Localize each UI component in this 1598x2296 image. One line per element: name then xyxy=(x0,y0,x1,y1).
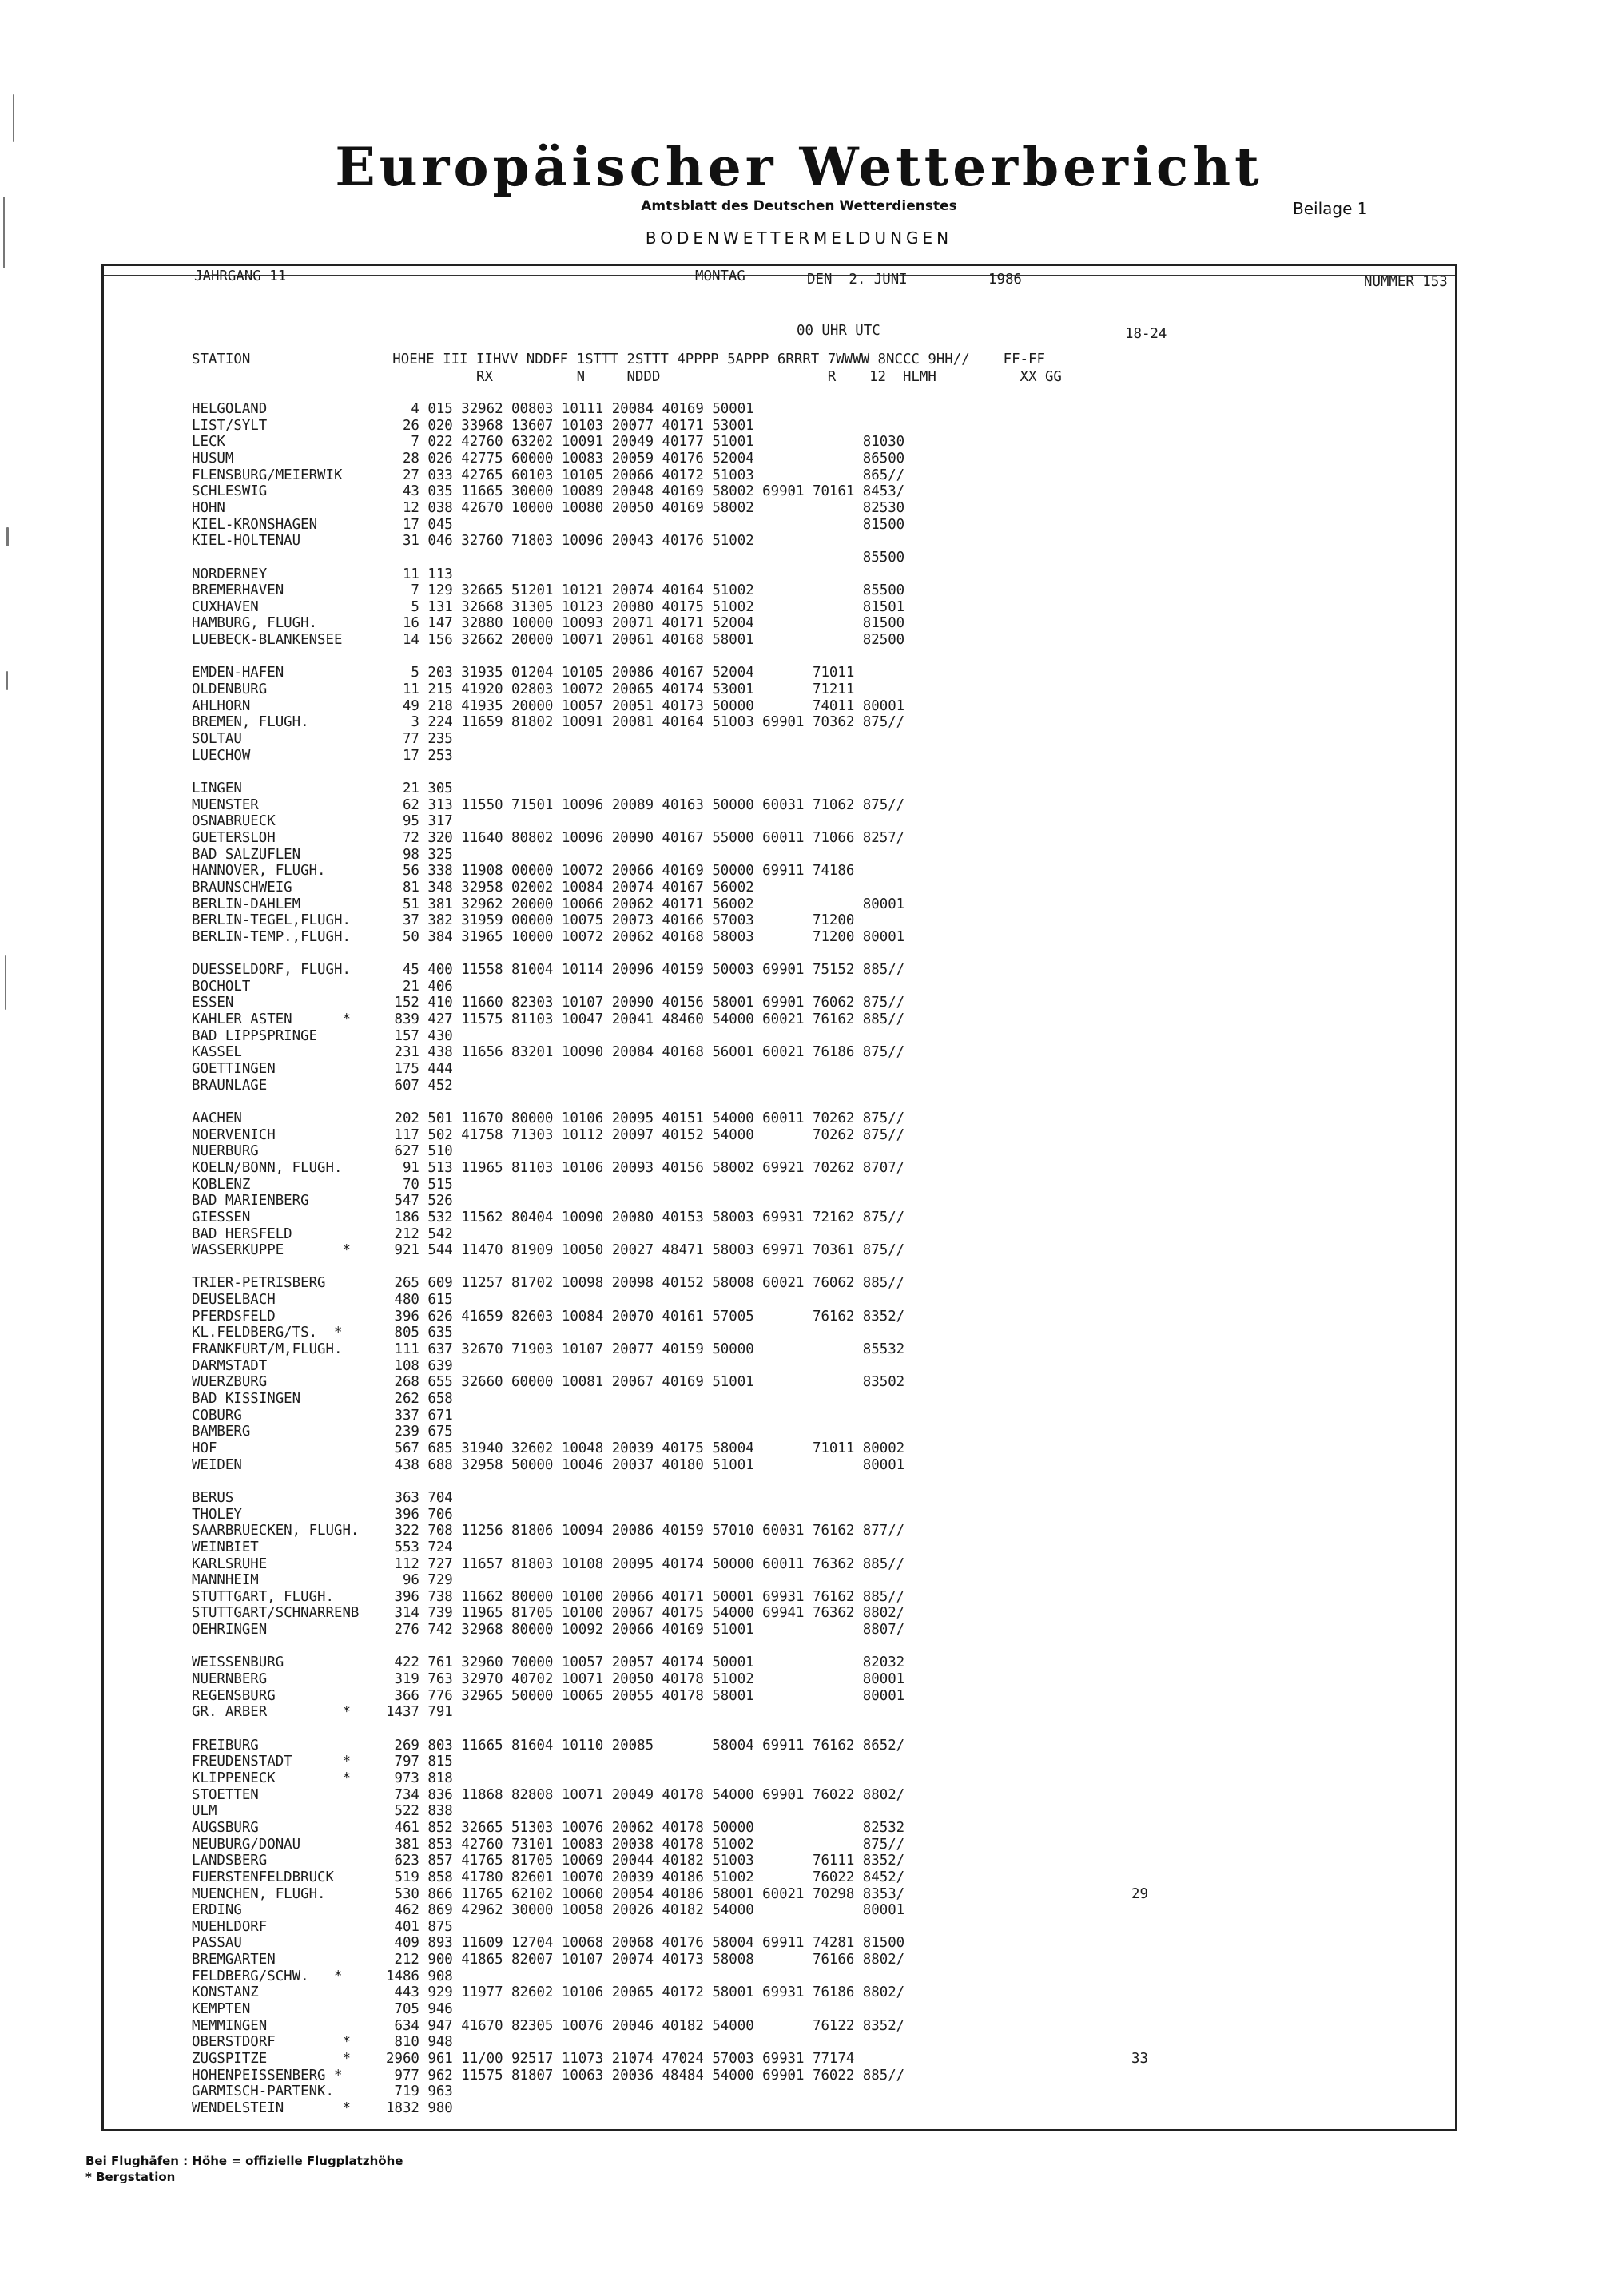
station-data: 186 532 11562 80404 10090 20080 40153 58003 69931 72162 875// xyxy=(386,1210,905,1225)
station-name: PFERDSFELD xyxy=(192,1309,276,1325)
station-name: ESSEN xyxy=(192,995,234,1011)
station-name: BREMEN, FLUGH. xyxy=(192,714,309,730)
date-label: DEN 2. JUNI xyxy=(807,272,908,288)
station-data: 28 026 42775 60000 10083 20059 40176 52004 86500 xyxy=(386,451,905,467)
station-data: 12 038 42670 10000 10080 20050 40169 58002 82530 xyxy=(386,500,905,516)
station-name: BOCHOLT xyxy=(192,979,251,995)
column-header-line1: STATION HOEHE III IIHVV NDDFF 1STTT 2STTT 4PPPP 5APPP 6RRRT 7WWWW 8NCCC 9HH// FF-FF xyxy=(192,352,1045,367)
station-name: KAHLER ASTEN * xyxy=(192,1011,351,1027)
station-data: 43 035 11665 30000 10089 20048 40169 58002 69901 70161 8453/ xyxy=(386,483,905,499)
station-data: 49 218 41935 20000 10057 20051 40173 50000 74011 80001 xyxy=(386,698,905,714)
station-name: KL.FELDBERG/TS. * xyxy=(192,1325,343,1341)
station-name: HAMBURG, FLUGH. xyxy=(192,615,318,631)
station-data: 17 253 xyxy=(386,748,453,764)
station-data: 269 803 11665 81604 10110 20085 58004 69911 76162 8652/ xyxy=(386,1738,905,1754)
station-data: 810 948 xyxy=(386,2034,453,2050)
station-name: DARMSTADT xyxy=(192,1358,268,1374)
station-name: WENDELSTEIN * xyxy=(192,2100,351,2116)
station-name: GIESSEN xyxy=(192,1210,251,1225)
station-name: KASSEL xyxy=(192,1044,242,1060)
station-name: BERLIN-TEMP.,FLUGH. xyxy=(192,929,351,945)
station-data: 805 635 xyxy=(386,1325,453,1341)
station-data: 567 685 31940 32602 10048 20039 40175 58004 71011 80002 xyxy=(386,1440,905,1456)
station-name: WEINBIET xyxy=(192,1539,259,1555)
station-name: HUSUM xyxy=(192,451,234,467)
station-data: 438 688 32958 50000 10046 20037 40180 51001 80001 xyxy=(386,1457,905,1473)
station-data: 839 427 11575 81103 10047 20041 48460 54000 60021 76162 885// xyxy=(386,1011,905,1027)
station-name: LUECHOW xyxy=(192,748,251,764)
station-data: 366 776 32965 50000 10065 20055 40178 58001 80001 xyxy=(386,1688,905,1704)
station-name: LUEBECK-BLANKENSEE xyxy=(192,632,343,648)
station-data: 108 639 xyxy=(386,1358,453,1374)
station-name: SOLTAU xyxy=(192,731,242,747)
station-data: 21 406 xyxy=(386,979,453,995)
station-data: 522 838 xyxy=(386,1803,453,1819)
station-data: 95 317 xyxy=(386,813,453,829)
station-data: 7 022 42760 63202 10091 20049 40177 51001 81030 xyxy=(386,434,905,450)
station-data: 212 900 41865 82007 10107 20074 40173 58008 76166 8802/ xyxy=(386,1952,905,1968)
station-name: MUEHLDORF xyxy=(192,1919,268,1935)
station-name: MANNHEIM xyxy=(192,1572,259,1588)
station-name: WUERZBURG xyxy=(192,1374,268,1390)
station-name: BREMERHAVEN xyxy=(192,582,284,598)
station-data: 50 384 31965 10000 10072 20062 40168 58003 71200 80001 xyxy=(386,929,905,945)
station-name: TRIER-PETRISBERG xyxy=(192,1275,326,1291)
station-data: 734 836 11868 82808 10071 20049 40178 54000 69901 76022 8802/ xyxy=(386,1787,905,1803)
station-data: 547 526 xyxy=(386,1193,453,1209)
station-name: HOHENPEISSENBERG * xyxy=(192,2068,343,2083)
station-data: 51 381 32962 20000 10066 20062 40171 56002 80001 xyxy=(386,896,905,912)
station-name: DEUSELBACH xyxy=(192,1292,276,1308)
station-data: 519 858 41780 82601 10070 20039 40186 51002 76022 8452/ xyxy=(386,1869,905,1885)
station-name: AHLHORN xyxy=(192,698,251,714)
station-data: 112 727 11657 81803 10108 20095 40174 50000 60011 76362 885// xyxy=(386,1556,905,1572)
station-name: NOERVENICH xyxy=(192,1127,276,1143)
station-name: GR. ARBER * xyxy=(192,1704,351,1720)
footnote-mountain-station: * Bergstation xyxy=(85,2170,176,2184)
station-name: CUXHAVEN xyxy=(192,599,259,615)
station-data: 973 818 xyxy=(386,1770,453,1786)
frame-divider xyxy=(104,275,1455,276)
station-data: 45 400 11558 81004 10114 20096 40159 50003 69901 75152 885// xyxy=(386,962,905,978)
station-data: 4 015 32962 00803 10111 20084 40169 50001 xyxy=(386,401,754,417)
station-name: STOETTEN xyxy=(192,1787,259,1803)
station-data: 363 704 xyxy=(386,1490,453,1506)
station-name: NEUBURG/DONAU xyxy=(192,1837,301,1853)
station-data: 5 203 31935 01204 10105 20086 40167 52004 71011 xyxy=(386,665,855,681)
station-name: KIEL-HOLTENAU xyxy=(192,533,301,549)
beilage-label: Beilage 1 xyxy=(1293,199,1368,218)
station-name: ULM xyxy=(192,1803,217,1819)
page-subtitle: Amtsblatt des Deutschen Wetterdienstes xyxy=(641,198,957,214)
jahrgang-label: JAHRGANG 11 xyxy=(194,268,287,284)
weekday-label: MONTAG xyxy=(695,268,745,284)
station-data: 21 305 xyxy=(386,781,453,796)
station-name: NUERBURG xyxy=(192,1143,259,1159)
station-name: OSNABRUECK xyxy=(192,813,276,829)
station-data: 117 502 41758 71303 10112 20097 40152 54000 70262 875// xyxy=(386,1127,905,1143)
station-data: 268 655 32660 60000 10081 20067 40169 51001 83502 xyxy=(386,1374,905,1390)
station-data: 231 438 11656 83201 10090 20084 40168 56001 60021 76186 875// xyxy=(386,1044,905,1060)
section-title: BODENWETTERMELDUNGEN xyxy=(645,228,953,248)
station-name: HOF xyxy=(192,1440,217,1456)
station-data: 381 853 42760 73101 10083 20038 40178 51002 875// xyxy=(386,1837,905,1853)
station-name: GARMISCH-PARTENK. xyxy=(192,2083,334,2099)
station-data: 607 452 xyxy=(386,1078,453,1094)
station-data: 152 410 11660 82303 10107 20090 40156 58001 69901 76062 875// xyxy=(386,995,905,1011)
station-name: GUETERSLOH xyxy=(192,830,276,846)
station-name: KEMPTEN xyxy=(192,2001,251,2017)
station-data: 634 947 41670 82305 10076 20046 40182 54000 76122 8352/ xyxy=(386,2018,905,2034)
nummer-label: NUMMER 153 xyxy=(1364,274,1448,290)
station-name: MEMMINGEN xyxy=(192,2018,268,2034)
scan-edge-mark xyxy=(5,955,6,1010)
station-data: 62 313 11550 71501 10096 20089 40163 50000 60031 71062 875// xyxy=(386,797,905,813)
station-name: KONSTANZ xyxy=(192,1984,259,2000)
station-data: 31 046 32760 71803 10096 20043 40176 51002 xyxy=(386,533,754,549)
station-data: 81 348 32958 02002 10084 20074 40167 56002 xyxy=(386,880,754,896)
station-name: LINGEN xyxy=(192,781,242,796)
station-data: 91 513 11965 81103 10106 20093 40156 58002 69921 70262 8707/ xyxy=(386,1160,905,1176)
station-data: 212 542 xyxy=(386,1226,453,1242)
station-data: 157 430 xyxy=(386,1028,453,1044)
station-data: 797 815 xyxy=(386,1754,453,1770)
station-data: 70 515 xyxy=(386,1177,453,1193)
station-data: 37 382 31959 00000 10075 20073 40166 57003 71200 xyxy=(386,912,855,928)
station-data: 719 963 xyxy=(386,2083,453,2099)
station-data: 480 615 xyxy=(386,1292,453,1308)
station-data: 202 501 11670 80000 10106 20095 40151 54000 60011 70262 875// xyxy=(386,1110,905,1126)
station-data: 1832 980 xyxy=(386,2100,453,2116)
station-name: STUTTGART/SCHNARRENB xyxy=(192,1605,360,1621)
station-data: 422 761 32960 70000 10057 20057 40174 50001 82032 xyxy=(386,1654,905,1670)
station-name: BAD LIPPSPRINGE xyxy=(192,1028,318,1044)
station-name: SAARBRUECKEN, FLUGH. xyxy=(192,1523,360,1539)
station-name: NUERNBERG xyxy=(192,1671,268,1687)
station-name: FLENSBURG/MEIERWIK xyxy=(192,467,343,483)
station-data: 553 724 xyxy=(386,1539,453,1555)
station-name: KOBLENZ xyxy=(192,1177,251,1193)
time-label: 00 UHR UTC xyxy=(797,323,880,339)
station-name: BREMGARTEN xyxy=(192,1952,276,1968)
station-data: 5 131 32668 31305 10123 20080 40175 51002 81501 xyxy=(386,599,905,615)
station-data: 11 113 xyxy=(386,566,453,582)
station-name: BERLIN-TEGEL,FLUGH. xyxy=(192,912,351,928)
station-name: SCHLESWIG xyxy=(192,483,268,499)
period-label: 18-24 xyxy=(1125,326,1167,342)
station-name: REGENSBURG xyxy=(192,1688,276,1704)
station-name: BERLIN-DAHLEM xyxy=(192,896,301,912)
station-data: 461 852 32665 51303 10076 20062 40178 50000 82532 xyxy=(386,1820,905,1836)
page-title: Europäischer Wetterbericht xyxy=(335,136,1263,198)
station-data: 623 857 41765 81705 10069 20044 40182 51003 76111 8352/ xyxy=(386,1853,905,1869)
station-name: FRANKFURT/M,FLUGH. xyxy=(192,1341,343,1357)
station-data: 705 946 xyxy=(386,2001,453,2017)
station-data: 401 875 xyxy=(386,1919,453,1935)
station-data: 396 738 11662 80000 10100 20066 40171 50001 69931 76162 885// xyxy=(386,1589,905,1605)
station-name: HOHN xyxy=(192,500,225,516)
station-name: BAMBERG xyxy=(192,1424,251,1440)
station-data: 2960 961 11/00 92517 11073 21074 47024 57003 69931 77174 xyxy=(386,2051,855,2067)
station-name: BAD SALZUFLEN xyxy=(192,847,301,863)
station-name: LECK xyxy=(192,434,225,450)
station-data: 96 729 xyxy=(386,1572,453,1588)
station-name: BAD MARIENBERG xyxy=(192,1193,309,1209)
station-name: GOETTINGEN xyxy=(192,1061,276,1077)
station-name: LIST/SYLT xyxy=(192,418,268,434)
station-data: 16 147 32880 10000 10093 20071 40171 52004 81500 xyxy=(386,615,905,631)
station-name: OBERSTDORF * xyxy=(192,2034,351,2050)
station-name: PASSAU xyxy=(192,1935,242,1951)
station-data: 276 742 32968 80000 10092 20066 40169 51001 8807/ xyxy=(386,1622,905,1638)
station-data: 921 544 11470 81909 10050 20027 48471 58003 69971 70361 875// xyxy=(386,1242,905,1258)
station-data: 77 235 xyxy=(386,731,453,747)
station-name: HELGOLAND xyxy=(192,401,268,417)
station-data: 396 626 41659 82603 10084 20070 40161 57005 76162 8352/ xyxy=(386,1309,905,1325)
station-data: 14 156 32662 20000 10071 20061 40168 58001 82500 xyxy=(386,632,905,648)
station-data: 111 637 32670 71903 10107 20077 40159 50000 85532 xyxy=(386,1341,905,1357)
station-data: 239 675 xyxy=(386,1424,453,1440)
station-data: 7 129 32665 51201 10121 20074 40164 51002 85500 xyxy=(386,582,905,598)
station-name: KOELN/BONN, FLUGH. xyxy=(192,1160,343,1176)
station-name: FREIBURG xyxy=(192,1738,259,1754)
station-data: 262 658 xyxy=(386,1391,453,1407)
station-name: EMDEN-HAFEN xyxy=(192,665,284,681)
station-name: WEISSENBURG xyxy=(192,1654,284,1670)
station-name: AUGSBURG xyxy=(192,1820,259,1836)
scan-edge-mark xyxy=(13,94,14,142)
station-name: THOLEY xyxy=(192,1507,242,1523)
station-name: FUERSTENFELDBRUCK xyxy=(192,1869,334,1885)
year-label: 1986 xyxy=(988,272,1022,288)
station-data: 337 671 xyxy=(386,1408,453,1424)
station-name: BAD HERSFELD xyxy=(192,1226,292,1242)
station-name: BRAUNSCHWEIG xyxy=(192,880,292,896)
station-name: DUESSELDORF, FLUGH. xyxy=(192,962,351,978)
station-data: 1486 908 xyxy=(386,1968,453,1984)
station-name: FREUDENSTADT * xyxy=(192,1754,351,1770)
station-data: 462 869 42962 30000 10058 20026 40182 54000 80001 xyxy=(386,1902,905,1918)
station-name: KARLSRUHE xyxy=(192,1556,268,1572)
footnote-airports: Bei Flughäfen : Höhe = offizielle Flugplatzhöhe xyxy=(85,2154,403,2168)
station-data: 3 224 11659 81802 10091 20081 40164 51003 69901 70362 875// xyxy=(386,714,905,730)
station-data: 85500 xyxy=(386,550,905,566)
station-name: MUENCHEN, FLUGH. xyxy=(192,1886,326,1902)
station-data: 11 215 41920 02803 10072 20065 40174 53001 71211 xyxy=(386,681,855,697)
station-data: 977 962 11575 81807 10063 20036 48484 54000 69901 76022 885// xyxy=(386,2068,905,2083)
station-data: 627 510 xyxy=(386,1143,453,1159)
station-name: KLIPPENECK * xyxy=(192,1770,351,1786)
station-data: 265 609 11257 81702 10098 20098 40152 58008 60021 76062 885// xyxy=(386,1275,905,1291)
station-data: 1437 791 xyxy=(386,1704,453,1720)
station-data: 72 320 11640 80802 10096 20090 40167 55000 60011 71066 8257/ xyxy=(386,830,905,846)
gust-value: 29 xyxy=(1131,1886,1148,1902)
station-data: 322 708 11256 81806 10094 20086 40159 57010 60031 76162 877// xyxy=(386,1523,905,1539)
scan-edge-mark xyxy=(3,197,5,268)
station-name: OLDENBURG xyxy=(192,681,268,697)
station-name: HANNOVER, FLUGH. xyxy=(192,863,326,879)
column-header-line2: RX N NDDD R 12 HLMH XX GG xyxy=(192,369,1062,385)
station-data: 314 739 11965 81705 10100 20067 40175 54000 69941 76362 8802/ xyxy=(386,1605,905,1621)
station-data: 17 045 81500 xyxy=(386,517,905,533)
station-name: WASSERKUPPE * xyxy=(192,1242,351,1258)
station-name: WEIDEN xyxy=(192,1457,242,1473)
station-data: 26 020 33968 13607 10103 20077 40171 53001 xyxy=(386,418,754,434)
station-name: NORDERNEY xyxy=(192,566,268,582)
scan-edge-mark xyxy=(6,671,8,690)
station-data: 530 866 11765 62102 10060 20054 40186 58001 60021 70298 8353/ xyxy=(386,1886,905,1902)
station-name: COBURG xyxy=(192,1408,242,1424)
station-name: FELDBERG/SCHW. * xyxy=(192,1968,343,1984)
station-name: BAD KISSINGEN xyxy=(192,1391,301,1407)
gust-value: 33 xyxy=(1131,2051,1148,2067)
station-data: 98 325 xyxy=(386,847,453,863)
station-data: 319 763 32970 40702 10071 20050 40178 51002 80001 xyxy=(386,1671,905,1687)
scan-edge-mark xyxy=(6,527,9,546)
station-name: STUTTGART, FLUGH. xyxy=(192,1589,334,1605)
station-data: 396 706 xyxy=(386,1507,453,1523)
station-data: 409 893 11609 12704 10068 20068 40176 58004 69911 74281 81500 xyxy=(386,1935,905,1951)
station-name: BRAUNLAGE xyxy=(192,1078,268,1094)
station-data: 27 033 42765 60103 10105 20066 40172 51003 865// xyxy=(386,467,905,483)
station-name: OEHRINGEN xyxy=(192,1622,268,1638)
station-name: ZUGSPITZE * xyxy=(192,2051,351,2067)
station-data: 56 338 11908 00000 10072 20066 40169 50000 69911 74186 xyxy=(386,863,855,879)
station-data: 175 444 xyxy=(386,1061,453,1077)
station-name: LANDSBERG xyxy=(192,1853,268,1869)
station-name: ERDING xyxy=(192,1902,242,1918)
station-name: MUENSTER xyxy=(192,797,259,813)
station-name: KIEL-KRONSHAGEN xyxy=(192,517,318,533)
station-name: BERUS xyxy=(192,1490,234,1506)
station-name: AACHEN xyxy=(192,1110,242,1126)
station-data: 443 929 11977 82602 10106 20065 40172 58001 69931 76186 8802/ xyxy=(386,1984,905,2000)
